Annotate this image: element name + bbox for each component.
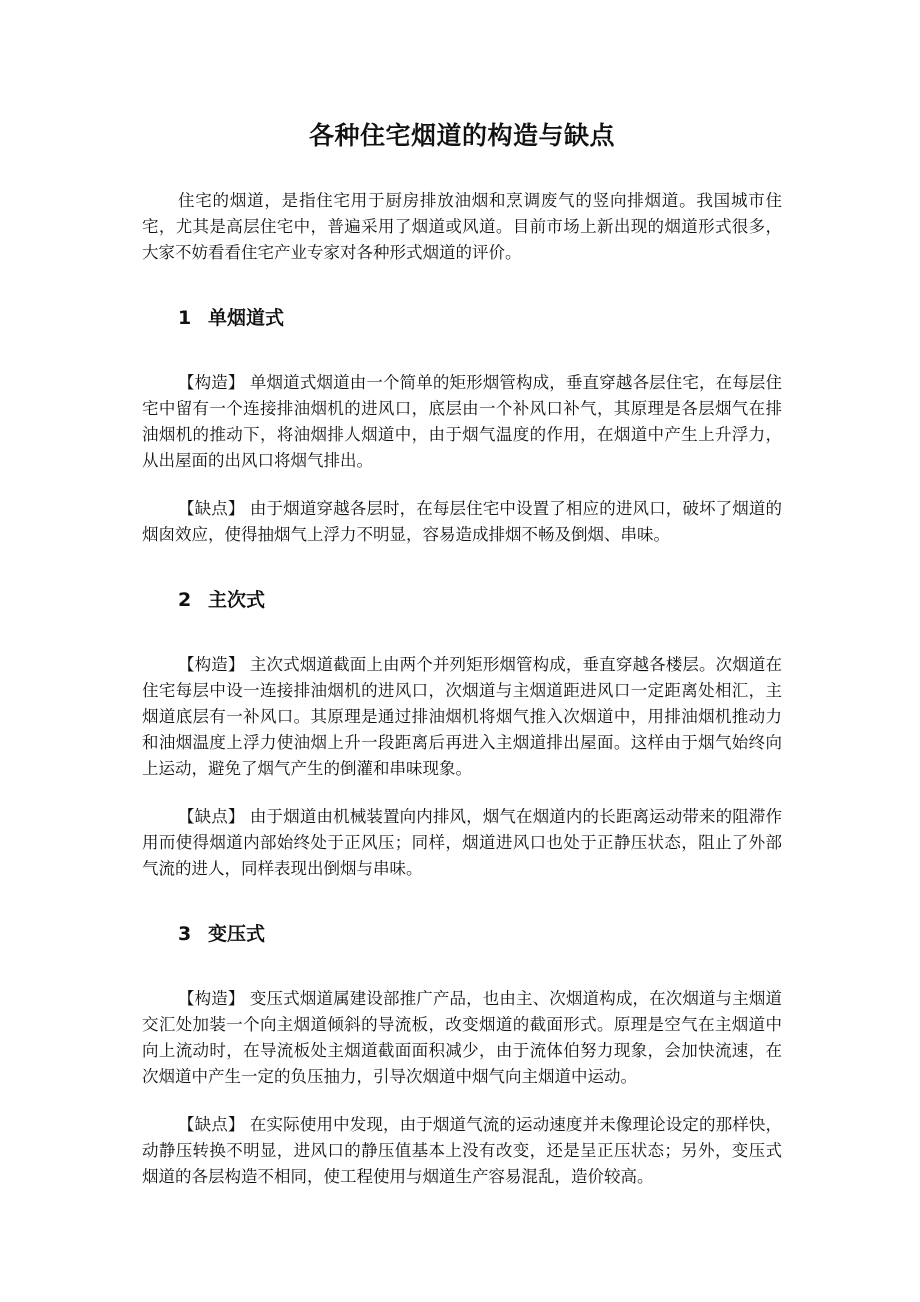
section-3 <box>142 920 782 1190</box>
section-1 <box>142 304 782 548</box>
intro-paragraph: 住宅的烟道，是指住宅用于厨房排放油烟和烹调废气的竖向排烟道。我国城市住宅，尤其是高层住宅中，普遍采用了烟道或风道。目前市场上新出现的烟道形式很多，大家不妨看看住宅产业专家对各种形式烟道的评价。 <box>142 191 782 262</box>
section-number: 1 <box>178 307 192 329</box>
defect-paragraph <box>142 496 782 548</box>
section-heading <box>178 304 782 332</box>
section-heading <box>178 920 782 948</box>
section-heading <box>178 586 782 614</box>
structure-paragraph <box>142 370 782 474</box>
structure-text: 主次式烟道截面上由两个并列矩形烟管构成，垂直穿越各楼层。次烟道在住宅每层中设一连接排油烟机的进风口，次烟道与主烟道距进风口一定距离处相汇，主烟道底层有一补风口。其原理是通过排油烟机将烟气推入次烟道中，用排油烟机推动力和油烟温度上浮力使油烟上升一段距离后再进入主烟道排出屋面。这样由于烟气始终向上运动，避免了烟气产生的倒灌和串味现象。 <box>142 655 783 778</box>
section-number: 3 <box>178 923 192 945</box>
defect-label: 【缺点】 <box>178 499 245 518</box>
section-2 <box>142 586 782 882</box>
defect-paragraph <box>142 804 782 882</box>
structure-label: 【构造】 <box>178 373 245 392</box>
defect-text: 由于烟道穿越各层时，在每层住宅中设置了相应的进风口，破坏了烟道的烟囱效应，使得抽烟气上浮力不明显，容易造成排烟不畅及倒烟、串味。 <box>142 499 783 544</box>
defect-label: 【缺点】 <box>178 1115 245 1134</box>
section-title: 单烟道式 <box>208 307 285 329</box>
document-page <box>142 118 782 1190</box>
structure-text: 变压式烟道属建设部推广产品，也由主、次烟道构成，在次烟道与主烟道交汇处加装一个向主烟道倾斜的导流板，改变烟道的截面形式。原理是空气在主烟道中向上流动时，在导流板处主烟道截面面积减少，由于流体伯努力现象，会加快流速，在次烟道中产生一定的负压抽力，引导次烟道中烟气向主烟道中运动。 <box>142 989 783 1086</box>
structure-text: 单烟道式烟道由一个简单的矩形烟管构成，垂直穿越各层住宅，在每层住宅中留有一个连接排油烟机的进风口，底层由一个补风口补气，其原理是各层烟气在排油烟机的推动下，将油烟排人烟道中，由于烟气温度的作用，在烟道中产生上升浮力，从出屋面的出风口将烟气排出。 <box>142 373 783 470</box>
document-title: 各种住宅烟道的构造与缺点 <box>308 121 615 150</box>
defect-paragraph <box>142 1112 782 1190</box>
defect-text: 由于烟道由机械装置向内排风，烟气在烟道内的长距离运动带来的阻滞作用而使得烟道内部始终处于正风压；同样，烟道进风口也处于正静压状态，阻止了外部气流的进人，同样表现出倒烟与串味。 <box>142 807 783 878</box>
structure-paragraph <box>142 986 782 1090</box>
section-title: 变压式 <box>208 923 266 945</box>
structure-paragraph <box>142 652 782 782</box>
structure-label: 【构造】 <box>178 989 245 1008</box>
structure-label: 【构造】 <box>178 655 245 674</box>
defect-text: 在实际使用中发现，由于烟道气流的运动速度并未像理论设定的那样快，动静压转换不明显，进风口的静压值基本上没有改变，还是呈正压状态；另外，变压式烟道的各层构造不相同，使工程使用与烟道生产容易混乱，造价较高。 <box>142 1115 783 1186</box>
section-title: 主次式 <box>208 589 266 611</box>
section-number: 2 <box>178 589 192 611</box>
defect-label: 【缺点】 <box>178 807 245 826</box>
